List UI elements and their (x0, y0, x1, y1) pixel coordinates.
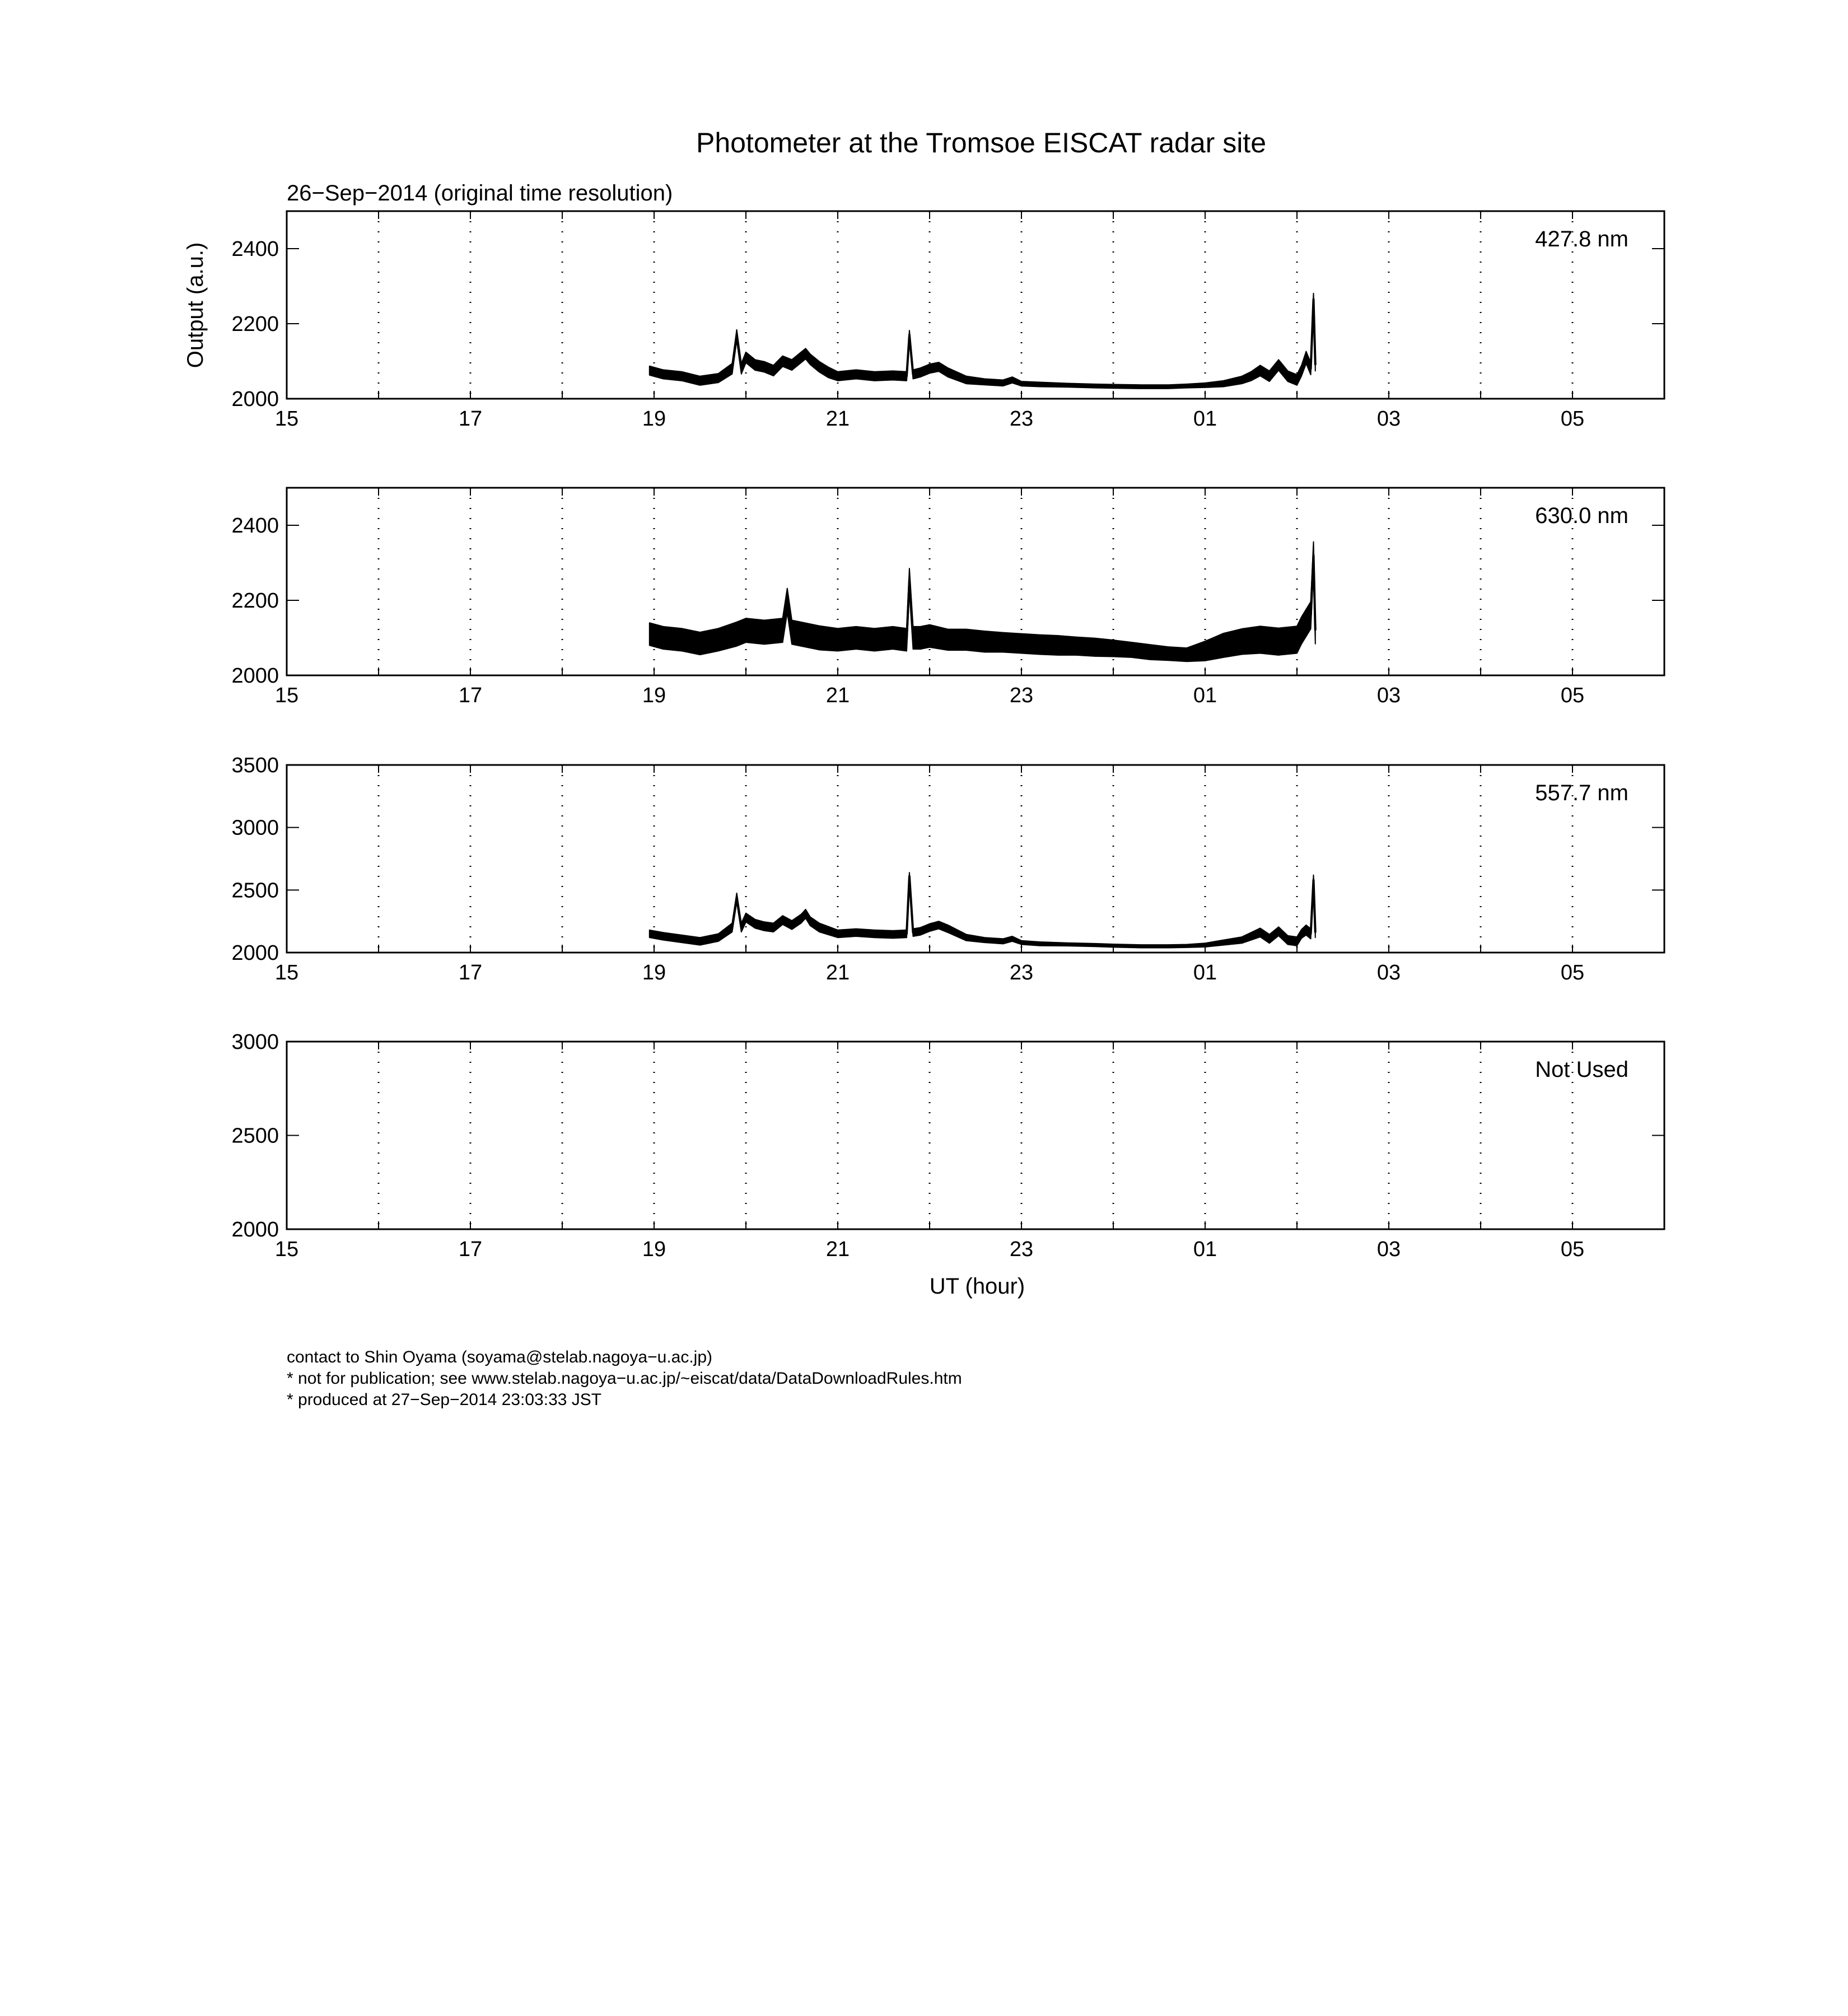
x-tick-label: 15 (274, 684, 299, 707)
plot-frame (287, 211, 1664, 399)
x-tick-label: 03 (1376, 407, 1401, 431)
x-tick-label: 21 (825, 961, 850, 984)
panel-1 (231, 211, 1664, 431)
y-tick-label: 3000 (231, 1030, 279, 1054)
series-label: Not Used (1535, 1057, 1628, 1082)
x-tick-label: 17 (458, 1238, 483, 1261)
series-band (650, 293, 1315, 389)
panel-4 (231, 1030, 1664, 1261)
x-tick-label: 21 (825, 1238, 850, 1261)
x-tick-label: 17 (458, 684, 483, 707)
x-tick-label: 17 (458, 961, 483, 984)
series-line (650, 299, 1315, 386)
y-axis-label: Output (a.u.) (183, 242, 208, 368)
x-axis-label: UT (hour) (929, 1274, 1025, 1299)
x-tick-label: 01 (1193, 961, 1217, 984)
x-tick-label: 03 (1376, 1238, 1401, 1261)
plot-frame (287, 1042, 1664, 1229)
x-tick-label: 03 (1376, 961, 1401, 984)
x-tick-label: 23 (1009, 684, 1034, 707)
series-label: 427.8 nm (1535, 227, 1628, 251)
x-tick-label: 21 (825, 407, 850, 431)
series-line (650, 876, 1315, 946)
y-tick-label: 2000 (231, 1218, 279, 1242)
y-tick-label: 3500 (231, 754, 279, 777)
x-tick-label: 19 (642, 1238, 666, 1261)
footer-contact: contact to Shin Oyama (soyama@stelab.nagoya−u.ac.jp) (287, 1348, 713, 1366)
x-tick-label: 15 (274, 961, 299, 984)
x-tick-label: 19 (642, 961, 666, 984)
panels (231, 211, 1664, 1261)
x-tick-label: 01 (1193, 407, 1217, 431)
footer-produced: * produced at 27−Sep−2014 23:03:33 JST (287, 1390, 602, 1409)
chart-title: Photometer at the Tromsoe EISCAT radar site (696, 127, 1267, 158)
footer-rules: * not for publication; see www.stelab.nagoya−u.ac.jp/~eiscat/data/DataDownloadRules.htm (287, 1369, 962, 1388)
series-label: 557.7 nm (1535, 781, 1628, 805)
y-tick-label: 2200 (231, 589, 279, 613)
y-tick-label: 2200 (231, 312, 279, 336)
x-tick-label: 05 (1560, 1238, 1585, 1261)
plot-frame (287, 765, 1664, 953)
series-band (650, 542, 1315, 661)
x-tick-label: 19 (642, 684, 666, 707)
x-tick-label: 05 (1560, 961, 1585, 984)
x-tick-label: 05 (1560, 684, 1585, 707)
x-tick-label: 15 (274, 407, 299, 431)
x-tick-label: 23 (1009, 407, 1034, 431)
x-tick-label: 23 (1009, 961, 1034, 984)
x-tick-label: 15 (274, 1238, 299, 1261)
y-tick-label: 2000 (231, 664, 279, 688)
y-tick-label: 2400 (231, 237, 279, 261)
x-tick-label: 21 (825, 684, 850, 707)
y-tick-label: 3000 (231, 816, 279, 840)
x-tick-label: 01 (1193, 1238, 1217, 1261)
chart-subtitle: 26−Sep−2014 (original time resolution) (287, 181, 673, 206)
x-tick-label: 23 (1009, 1238, 1034, 1261)
panel-3 (231, 754, 1664, 984)
series-band (650, 872, 1315, 948)
x-tick-label: 05 (1560, 407, 1585, 431)
x-tick-label: 19 (642, 407, 666, 431)
x-tick-label: 03 (1376, 684, 1401, 707)
y-tick-label: 2000 (231, 941, 279, 965)
x-tick-label: 17 (458, 407, 483, 431)
y-tick-label: 2500 (231, 879, 279, 903)
x-tick-label: 01 (1193, 684, 1217, 707)
y-tick-label: 2000 (231, 388, 279, 411)
y-tick-label: 2500 (231, 1124, 279, 1148)
y-tick-label: 2400 (231, 514, 279, 538)
series-label: 630.0 nm (1535, 503, 1628, 528)
footer (287, 1347, 1631, 1411)
panel-2 (231, 488, 1664, 707)
